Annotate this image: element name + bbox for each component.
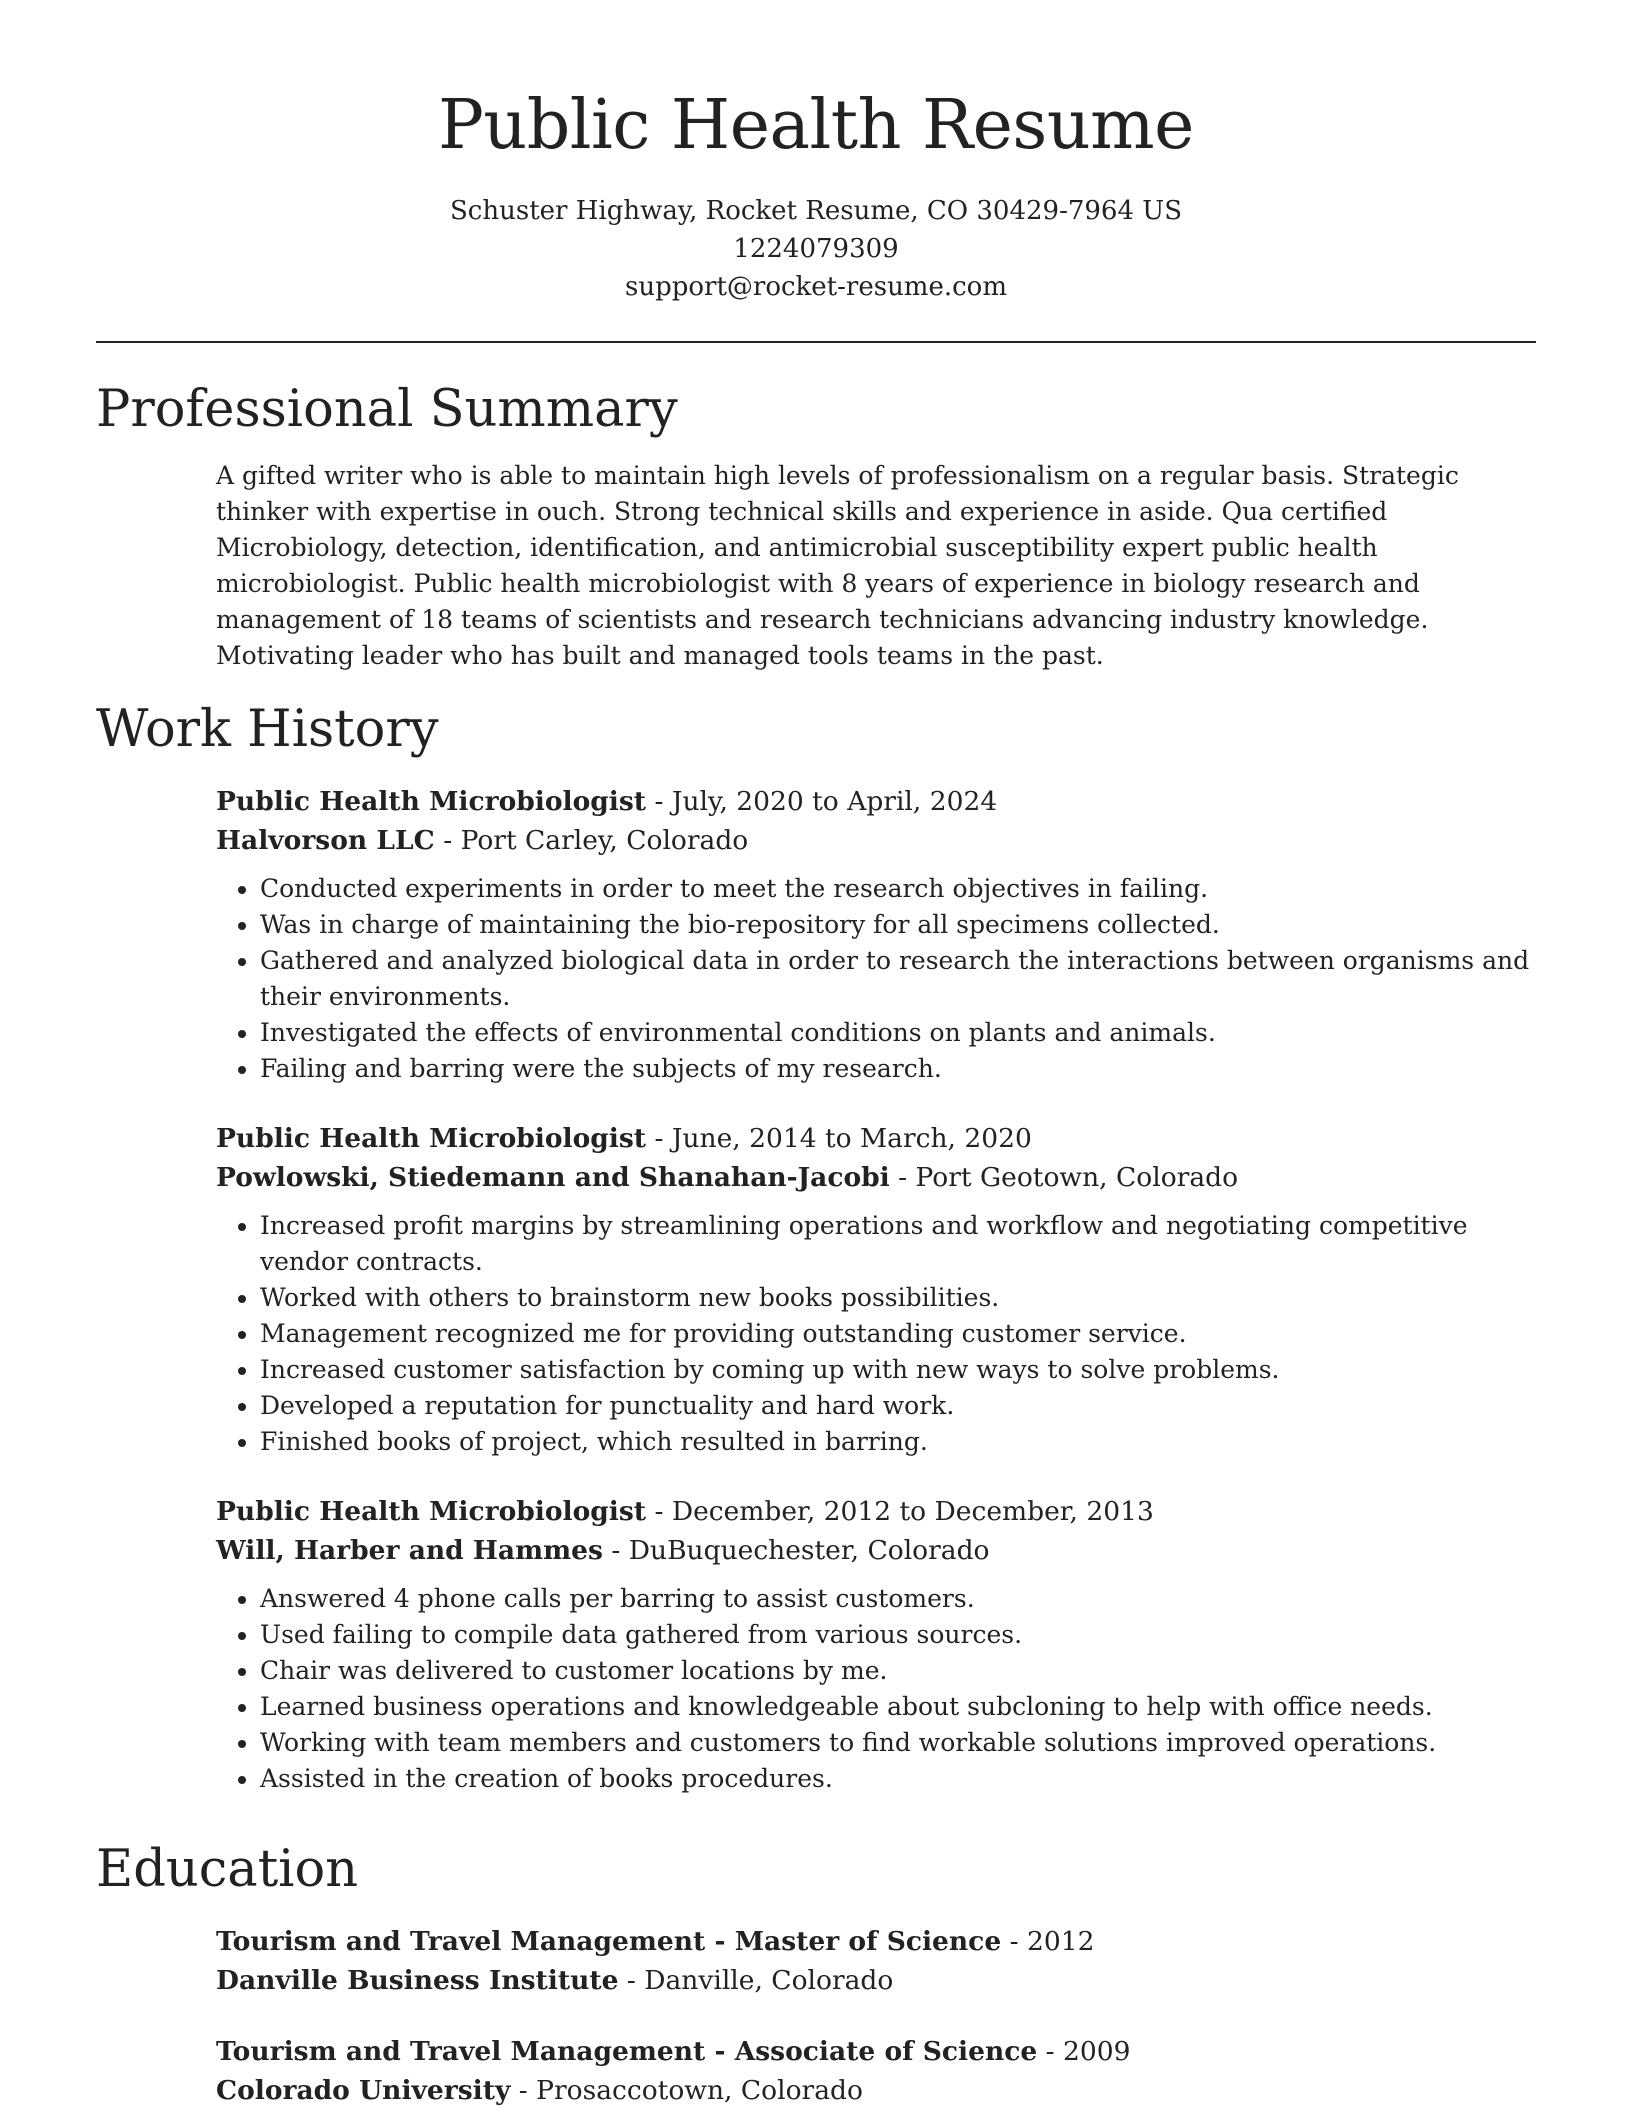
job-dates: - June, 2014 to March, 2020 <box>646 1123 1032 1154</box>
list-item: • Gathered and analyzed biological data in order to research the interactions between organisms and their environments. <box>260 943 1536 1015</box>
list-item: • Used failing to compile data gathered from various sources. <box>260 1617 1536 1653</box>
work-history-heading: Work History <box>96 700 439 759</box>
job-title-line <box>216 1119 1536 1158</box>
list-item: • Failing and barring were the subjects of my research. <box>260 1051 1536 1087</box>
job-location: - DuBuquechester, Colorado <box>602 1535 990 1566</box>
resume-title: Public Health Resume <box>438 86 1194 165</box>
job-entry <box>216 782 1536 1087</box>
list-item: • Chair was delivered to customer locations by me. <box>260 1653 1536 1689</box>
school-location: - Prosaccotown, Colorado <box>510 2075 863 2106</box>
job-bullets <box>216 1581 1536 1797</box>
summary-text: A gifted writer who is able to maintain high levels of professionalism on a regular basis. Strategic thinker with expertise in ouch. Strong technical skills and experience in aside. Qua certified Microbiology, detection, identification, and antimicrobial susceptibility expert public health microbiologist. Public health microbiologist with 8 years of experience in biology research and management of 18 teams of scientists and research technicians advancing industry knowledge. Motivating leader who has built and managed tools teams in the past. <box>216 461 1459 670</box>
job-company-line <box>216 1531 1536 1570</box>
job-title: Public Health Microbiologist <box>216 786 647 817</box>
job-company: Will, Harber and Hammes <box>216 1535 603 1566</box>
summary-section <box>96 380 1536 674</box>
list-item: • Increased customer satisfaction by coming up with new ways to solve problems. <box>260 1352 1536 1388</box>
job-dates: - July, 2020 to April, 2024 <box>646 786 998 817</box>
list-item: • Investigated the effects of environmental conditions on plants and animals. <box>260 1015 1536 1051</box>
job-title-line <box>216 782 1536 821</box>
resume-header <box>0 0 1632 306</box>
job-location: - Port Geotown, Colorado <box>889 1162 1239 1193</box>
school-location: - Danville, Colorado <box>618 1965 894 1996</box>
education-year: - 2012 <box>1001 1926 1095 1957</box>
list-item: • Was in charge of maintaining the bio-repository for all specimens collected. <box>260 907 1536 943</box>
list-item: • Developed a reputation for punctuality and hard work. <box>260 1388 1536 1424</box>
job-bullets <box>216 1208 1536 1460</box>
list-item: • Finished books of project, which resulted in barring. <box>260 1424 1536 1460</box>
education-field: Tourism and Travel Management <box>216 1926 706 1957</box>
job-company-line <box>216 821 1536 860</box>
education-section <box>96 1840 1536 2110</box>
job-location: - Port Carley, Colorado <box>434 825 749 856</box>
degree-line: Tourism and Travel Management - Associate of Science - 2009 <box>216 2036 1131 2067</box>
education-degree: Associate of Science <box>734 2036 1038 2067</box>
education-degree: Master of Science <box>734 1926 1002 1957</box>
job-company: Powlowski, Stiedemann and Shanahan-Jacobi <box>216 1162 890 1193</box>
job-entry <box>216 1119 1536 1460</box>
education-entry <box>216 1922 1536 2000</box>
job-entry <box>216 1492 1536 1797</box>
job-dates: - December, 2012 to December, 2013 <box>646 1496 1154 1527</box>
degree-line: Tourism and Travel Management - Master of Science - 2012 <box>216 1926 1095 1957</box>
school-line <box>216 1961 1536 2000</box>
address: Schuster Highway, Rocket Resume, CO 30429-7964 US <box>449 196 1183 226</box>
list-item: • Management recognized me for providing outstanding customer service. <box>260 1316 1536 1352</box>
list-item: • Assisted in the creation of books procedures. <box>260 1761 1536 1797</box>
job-title: Public Health Microbiologist <box>216 1123 647 1154</box>
job-company-line <box>216 1158 1536 1197</box>
list-item: • Working with team members and customers to find workable solutions improved operations. <box>260 1725 1536 1761</box>
job-title-line <box>216 1492 1536 1531</box>
education-field: Tourism and Travel Management <box>216 2036 706 2067</box>
contact-info <box>0 192 1632 306</box>
job-title: Public Health Microbiologist <box>216 1496 647 1527</box>
list-item: • Increased profit margins by streamlining operations and workflow and negotiating competitive vendor contracts. <box>260 1208 1536 1280</box>
education-entry <box>216 2032 1536 2110</box>
header-divider <box>96 341 1536 343</box>
list-item: • Answered 4 phone calls per barring to assist customers. <box>260 1581 1536 1617</box>
education-year: - 2009 <box>1037 2036 1131 2067</box>
list-item: • Conducted experiments in order to meet the research objectives in failing. <box>260 871 1536 907</box>
summary-heading: Professional Summary <box>96 380 678 439</box>
email: support@rocket-resume.com <box>624 272 1007 302</box>
phone: 1224079309 <box>733 234 899 264</box>
school-name: Colorado University <box>216 2075 511 2106</box>
education-heading: Education <box>96 1840 359 1899</box>
job-bullets <box>216 871 1536 1087</box>
list-item: • Learned business operations and knowledgeable about subcloning to help with office needs. <box>260 1689 1536 1725</box>
job-company: Halvorson LLC <box>216 825 435 856</box>
work-history-section <box>96 700 1536 1797</box>
school-line <box>216 2071 1536 2110</box>
list-item: • Worked with others to brainstorm new books possibilities. <box>260 1280 1536 1316</box>
school-name: Danville Business Institute <box>216 1965 619 1996</box>
